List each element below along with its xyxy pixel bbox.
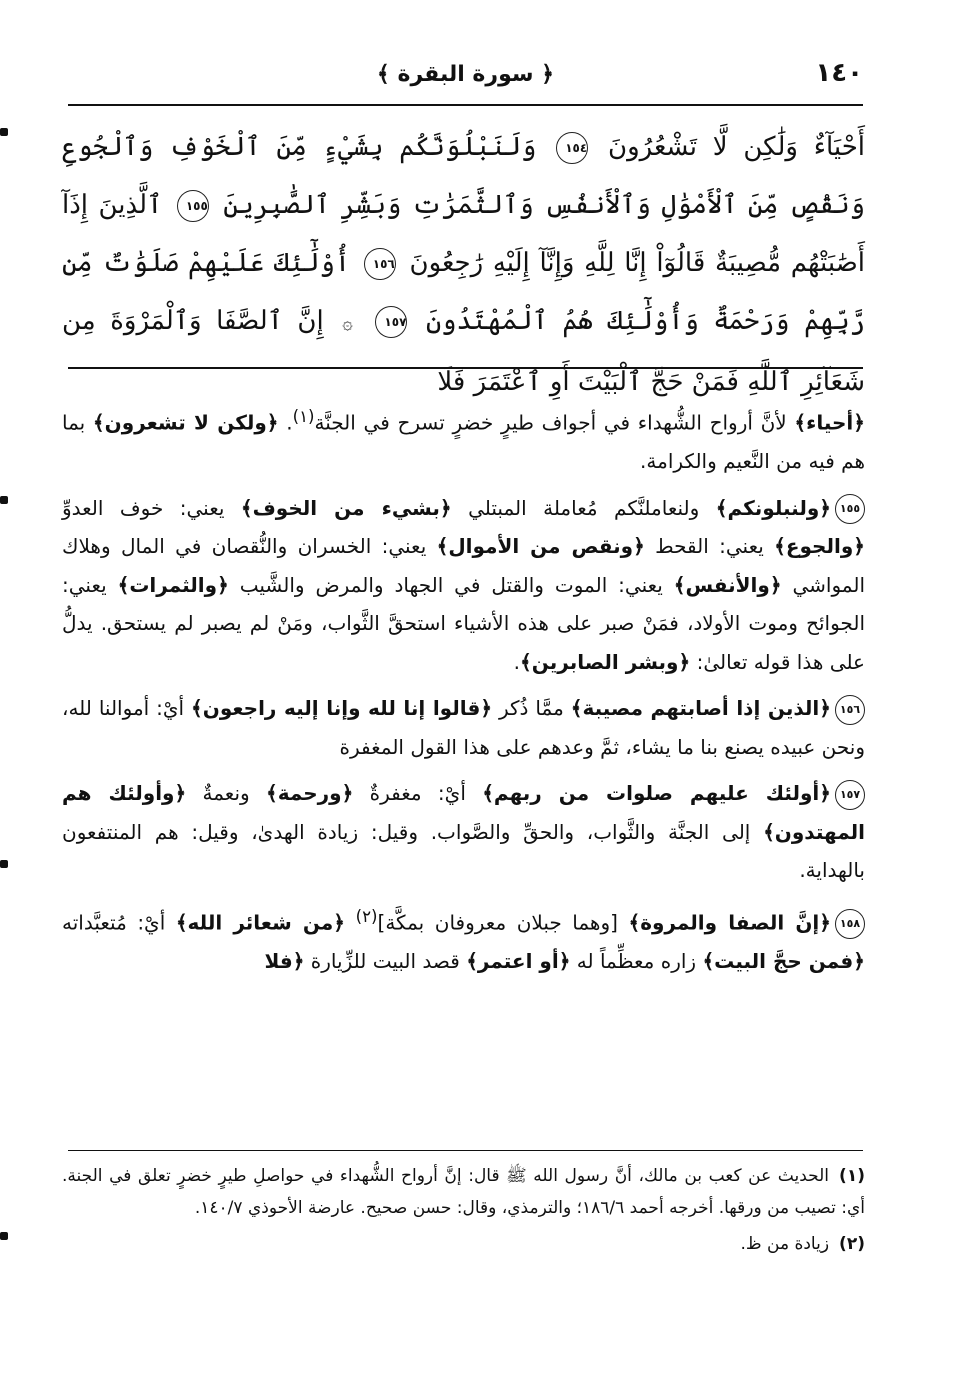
page-number: ١٤٠ — [815, 58, 863, 88]
header-divider — [68, 104, 863, 106]
tafsir-text: زاره معظِّماً له — [570, 948, 703, 973]
tafsir-paragraph — [62, 489, 865, 682]
verse-badge-155: ١٥٥ — [835, 494, 865, 524]
quran-divider — [68, 367, 863, 369]
quoted-phrase: ﴿بشيء من الخوف﴾ — [240, 495, 452, 520]
quoted-phrase: ﴿ورحمة﴾ — [265, 781, 354, 806]
quoted-phrase: ﴿ونقص من الأموال﴾ — [436, 534, 645, 559]
tafsir-text: ولنعاملنَّكم مُعاملة المبتلي — [451, 495, 716, 520]
quoted-phrase: ﴿والأنفس﴾ — [673, 572, 782, 597]
scan-edge-mark — [0, 128, 8, 136]
verse-badge-157: ١٥٧ — [835, 780, 865, 810]
tafsir-text: يعني: خوف العدوِّ — [62, 495, 241, 520]
tafsir-text: أيْ: أموالنا لله، ونحن عبيده يصنع بنا ما يشاء، ثمَّ وعدهم على هذا القول المغفرة — [62, 696, 865, 759]
tafsir-text: بما هم فيه من النَّعيم والكرامة. — [62, 410, 865, 474]
surah-title: ﴿ سورة البقرة ﴾ — [376, 62, 555, 87]
footnote-number: (١) — [839, 1166, 865, 1186]
footnotes-block — [62, 1160, 865, 1264]
quran-segment: إِنَّ ٱلصَّفَا وَٱلْمَرْوَةَ مِن شَعَآئِرِ ٱللَّهِ فَمَنْ حَجَّ ٱلْبَيْتَ أَوِ ٱعْتَمَرَ فَلَا — [62, 306, 865, 397]
footnote-divider — [68, 1150, 863, 1151]
tafsir-text: . — [278, 410, 293, 435]
quoted-phrase: ﴿أولئك عليهم صلوات من ربهم﴾ — [482, 781, 832, 806]
footnote-ref: (٢) — [355, 906, 378, 926]
tafsir-text: يعني: الجوائح وموت الأولاد، فمَنْ صبر على هذه الأشياء استحقَّ الثَّواب، ومَنْ لم يصبر لم يستحق. يدلُّ على هذا قوله تعالىٰ: — [62, 572, 865, 674]
tafsir-paragraph — [62, 774, 865, 890]
tafsir-text: لأنَّ أرواح الشُّهداء في أجواف طيرٍ خضرٍ تسرح في الجنَّة — [314, 410, 795, 435]
tafsir-text — [345, 910, 356, 934]
tafsir-text: يعني: القحط — [644, 534, 775, 559]
quoted-phrase: ﴿قالوا إنا لله وإنا إليه راجعون﴾ — [191, 696, 493, 721]
verse-number-157: ١٥٧ — [375, 306, 407, 338]
quoted-phrase: ﴿إنَّ الصفا والمروة﴾ — [628, 910, 831, 935]
quoted-phrase: ﴿فلا — [264, 948, 305, 973]
tafsir-text: ونعمةٌ — [186, 781, 266, 806]
quoted-phrase: ﴿أو اعتمر﴾ — [466, 948, 571, 973]
quoted-phrase: ﴿وأولئك هم المهتدون﴾ — [62, 781, 865, 844]
tafsir-text: ممَّا ذُكر — [492, 696, 571, 721]
verse-number-155: ١٥٥ — [177, 190, 209, 222]
footnote-ref: (١) — [292, 407, 315, 426]
quoted-phrase: ﴿والجوع﴾ — [774, 534, 865, 559]
hizb-mark-icon: ۞ — [342, 313, 353, 334]
quoted-phrase: ﴿أحياء﴾ — [794, 410, 865, 435]
quoted-phrase: ﴿والثمرات﴾ — [117, 572, 229, 597]
tafsir-paragraph — [62, 689, 865, 766]
tafsir-text: يعني: الموت والقتل في الجهاد والمرض والشَّيب — [228, 572, 674, 597]
quran-segment: ٱلَّذِينَ إِذَآ أَصَٰبَتْهُم مُّصِيبَةٌ قَالُوٓاْ إِنَّا لِلَّهِ وَإِنَّآ إِلَيْهِ رَٰجِعُونَ — [62, 190, 866, 278]
tafsir-paragraph — [62, 398, 865, 481]
verse-badge-158: ١٥٨ — [835, 909, 865, 939]
tafsir-paragraph — [62, 898, 865, 981]
verse-number-154: ١٥٤ — [556, 132, 588, 164]
quoted-phrase: ﴿الذين إذا أصابتهم مصيبة﴾ — [570, 696, 831, 721]
quoted-phrase: ﴿ولكن لا تشعرون﴾ — [92, 410, 279, 435]
scan-edge-mark — [0, 1232, 8, 1240]
tafsir-text: . — [513, 649, 521, 674]
tafsir-text: إلى الجنَّة والثَّواب، والحقِّ والصَّواب. وقيل: زيادة الهدىٰ، وقيل: هم المنتفعون بالهداية. — [62, 819, 865, 883]
tafsir-text: أيْ: مُتعبَّداته — [62, 910, 176, 935]
quoted-phrase: ﴿ولنبلونكم﴾ — [715, 495, 831, 520]
tafsir-text: [وهما جبلان معروفان بمكَّة] — [377, 910, 629, 935]
quoted-phrase: ﴿وبشر الصابرين﴾ — [520, 649, 691, 674]
verse-number-156: ١٥٦ — [364, 248, 396, 280]
page-header — [68, 52, 863, 102]
quran-segment: وَلَنَبْلُوَنَّكُم بِشَيْءٍ مِّنَ ٱلْخَوْفِ وَٱلْجُوعِ وَنَقْصٍ مِّنَ ٱلْأَمْوَٰلِ وَٱلْأَنفُسِ وَٱلثَّمَرَٰتِ وَبَشِّرِ ٱلصَّٰبِرِينَ — [62, 132, 866, 220]
tafsir-text: أيْ: مغفرةٌ — [353, 781, 483, 806]
tafsir-text: قصد البيت للزِّيارة — [304, 948, 467, 973]
quran-segment: أَحْيَآءٌ وَلَٰكِن لَّا تَشْعُرُونَ — [607, 132, 866, 162]
scan-edge-mark — [0, 496, 8, 504]
footnote-item — [62, 1160, 865, 1224]
quoted-phrase: ﴿من شعائر الله﴾ — [175, 910, 346, 935]
footnote-item — [62, 1228, 865, 1260]
footnote-text: زيادة من ظ. — [740, 1234, 830, 1254]
tafsir-block — [62, 398, 865, 988]
quoted-phrase: ﴿فمن حجَّ البيت﴾ — [702, 948, 865, 973]
quran-segment: أُوْلَٰٓئِكَ عَلَيْهِمْ صَلَوَٰتٌ مِّن رَّبِّهِمْ وَرَحْمَةٌ وَأُوْلَٰٓئِكَ هُمُ ٱلْمُهْتَدُونَ — [62, 248, 866, 336]
verse-badge-156: ١٥٦ — [835, 695, 865, 725]
scan-edge-mark — [0, 860, 8, 868]
footnote-text: الحديث عن كعب بن مالك، أنَّ رسول الله ﷺ قال: إنَّ أرواح الشُّهداء في حواصلِ طيرٍ خضرٍ تعلق في الجنة. أي: تصيب من ورقها. أخرجه أحمد ١٨٦/٦؛ والترمذي، وقال: حسن صحيح. عارضة الأحوذي ١٤٠/٧. — [62, 1166, 865, 1218]
footnote-number: (٢) — [839, 1234, 865, 1254]
tafsir-text: يعني: الخسران والنُّقصان في المال وهلاك المواشي — [62, 534, 866, 597]
